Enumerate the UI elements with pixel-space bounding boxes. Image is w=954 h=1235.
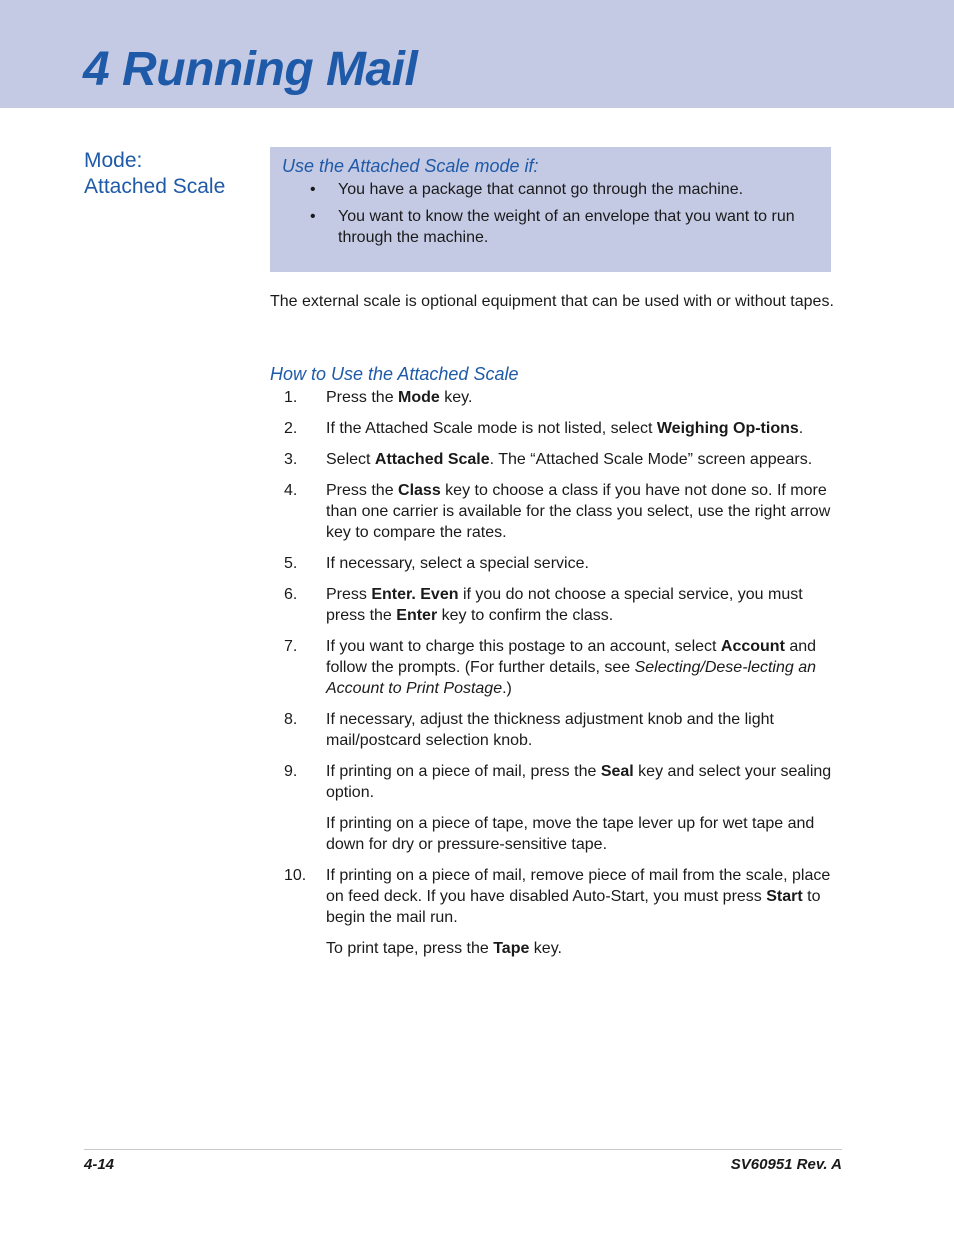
step-text: If necessary, adjust the thickness adjustment knob and the light mail/postcard selection knob. <box>326 711 774 749</box>
step-text: Select <box>326 451 375 468</box>
step-number: 1. <box>284 389 298 406</box>
step-keyword: Account <box>720 638 785 655</box>
callout-item-text: You want to know the weight of an envelope that you want to run through the machine. <box>338 208 795 246</box>
step-keyword: Enter. Even <box>371 586 459 603</box>
step-number: 9. <box>284 763 298 780</box>
step-number: 4. <box>284 482 298 499</box>
step-text: key to choose a class if you have not done so. If more than one carrier is available for the class you select, use the right arrow key to compare the rates. <box>326 482 831 541</box>
callout-item <box>282 179 838 200</box>
step-text: Press the <box>326 389 399 406</box>
step-number: 8. <box>284 711 298 728</box>
step-text: . <box>798 420 804 437</box>
footer-divider <box>84 1149 842 1150</box>
section-heading-line2: Attached Scale <box>84 175 226 198</box>
step-text: key. <box>439 389 473 406</box>
step-number: 7. <box>284 638 298 655</box>
step-number: 2. <box>284 420 298 437</box>
step-keyword: Weighing Op-tions <box>656 420 799 437</box>
step-item <box>270 387 845 408</box>
step-item <box>270 865 845 959</box>
callout-list <box>282 179 819 248</box>
step-item <box>270 449 845 470</box>
step-text: If necessary, select a special service. <box>326 555 589 572</box>
step-keyword: Seal <box>600 763 634 780</box>
step-text: If the Attached Scale mode is not listed, select <box>326 420 657 437</box>
step-text: key. <box>529 940 562 957</box>
step-item <box>270 636 845 699</box>
step-keyword: Mode <box>398 389 440 406</box>
step-number: 10. <box>284 867 307 884</box>
document-id: SV60951 Rev. A <box>730 1156 842 1173</box>
callout-title: Use the Attached Scale mode if: <box>282 156 539 176</box>
step-number: 6. <box>284 586 298 603</box>
step-number: 5. <box>284 555 298 572</box>
step-text: .) <box>502 680 512 697</box>
callout-item <box>282 206 838 248</box>
steps-heading: How to Use the Attached Scale <box>270 364 519 384</box>
step-item <box>270 418 845 439</box>
step-text: If printing on a piece of mail, press the <box>326 763 601 780</box>
step-keyword: Start <box>766 888 803 905</box>
step-item <box>270 480 845 543</box>
chapter-title: 4 Running Mail <box>83 43 418 96</box>
step-text: to begin the mail run. <box>326 888 821 926</box>
chapter-header-band <box>0 0 954 108</box>
section-heading <box>84 148 254 200</box>
step-text: key and select your sealing option. <box>326 763 832 801</box>
page-number: 4-14 <box>84 1156 115 1173</box>
step-item <box>270 553 845 574</box>
step-text: if you do not choose a special service, you must press the <box>326 586 803 624</box>
step-text: Press the <box>326 482 399 499</box>
cross-reference: Selecting/Dese-lecting an Account to Print Postage <box>326 659 817 697</box>
usage-callout-box <box>270 147 831 272</box>
step-item <box>270 584 845 626</box>
step-text: To print tape, press the <box>326 940 494 957</box>
step-text: . The “Attached Scale Mode” screen appears. <box>489 451 813 468</box>
step-item <box>270 709 845 751</box>
bullet-icon: • <box>310 208 316 225</box>
section-heading-line1: Mode: <box>84 149 143 172</box>
step-keyword: Attached Scale <box>374 451 490 468</box>
callout-item-text: You have a package that cannot go through the machine. <box>338 181 744 198</box>
intro-paragraph: The external scale is optional equipment that can be used with or without tapes. <box>270 293 834 310</box>
step-subparagraph <box>326 938 845 959</box>
step-keyword: Enter <box>396 607 438 624</box>
step-keyword: Class <box>398 482 441 499</box>
step-item <box>270 761 845 855</box>
step-text: Press <box>326 586 372 603</box>
step-subparagraph: If printing on a piece of tape, move the tape lever up for wet tape and down for dry or pressure-sensitive tape. <box>326 815 815 853</box>
step-text: If printing on a piece of mail, remove piece of mail from the scale, place on feed deck. If you have disabled Auto-Start, you must press <box>326 867 831 905</box>
step-number: 3. <box>284 451 298 468</box>
step-text: and follow the prompts. (For further details, see <box>326 638 817 676</box>
step-keyword: Tape <box>493 940 530 957</box>
step-text: If you want to charge this postage to an account, select <box>326 638 721 655</box>
steps-list <box>270 387 845 969</box>
step-text: key to confirm the class. <box>437 607 614 624</box>
bullet-icon: • <box>310 181 316 198</box>
